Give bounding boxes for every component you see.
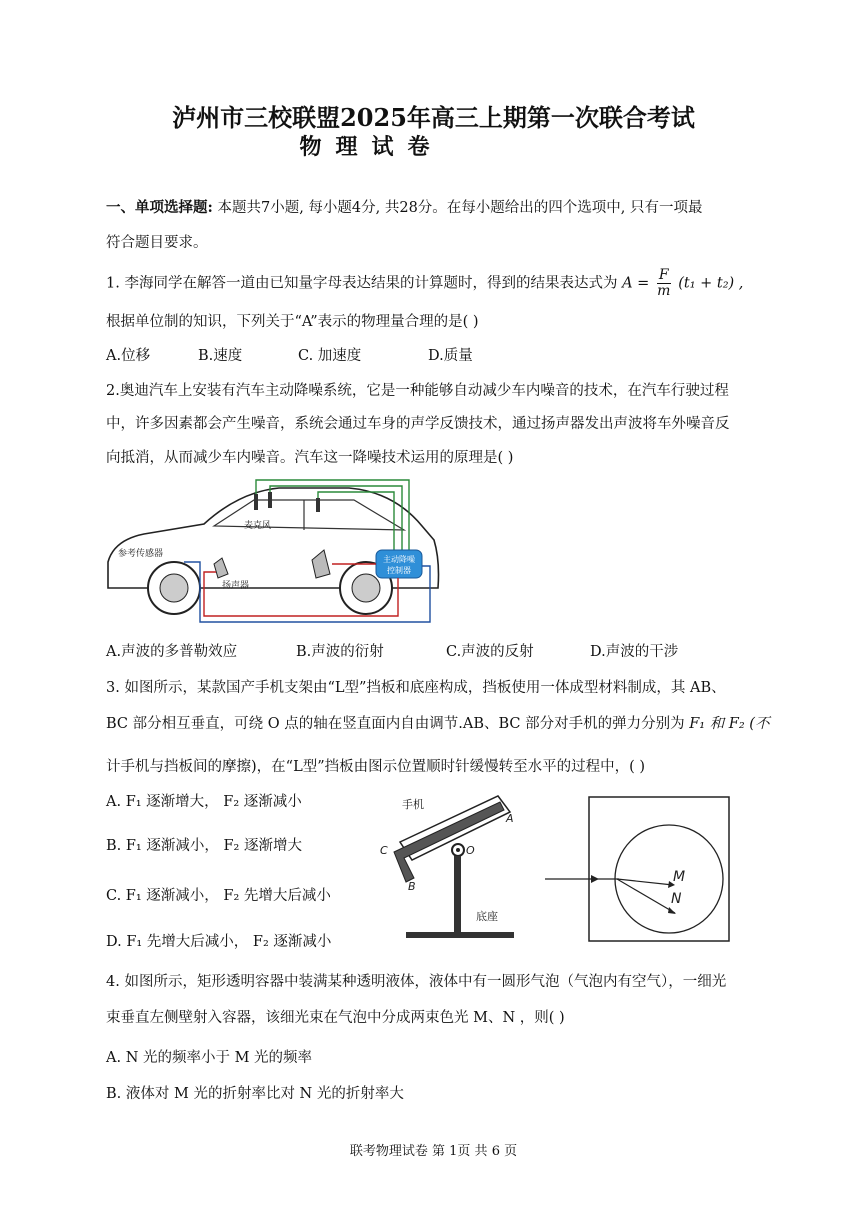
page-footer: 联考物理试卷 第 1页 共 6 页 xyxy=(349,1144,518,1159)
q3-stem-line2-a: BC 部分相互垂直，可绕 O 点的轴在竖直面内自由调节.AB、BC 部分对手机的弹力分别为 xyxy=(106,716,685,732)
q3-stem-line3: 计手机与挡板间的摩擦)，在“L型”挡板由图示位置顺时针缓慢转至水平的过程中，( ) xyxy=(106,759,646,775)
q1-option-d: D.质量 xyxy=(428,348,473,364)
q1-formula-rhs: (t₁ + t₂) , xyxy=(678,275,744,292)
bubble-figure xyxy=(545,795,735,945)
q1-formula-fraction xyxy=(657,268,671,299)
q1-stem-cont: 根据单位制的知识，下列关于“A”表示的物理量合理的是( ) xyxy=(106,314,479,330)
q1-formula-numerator: F xyxy=(658,267,669,283)
exam-title: 泸州市三校联盟2025年高三上期第一次联合考试 xyxy=(172,103,695,132)
exam-subtitle: 物理试卷 xyxy=(299,134,444,160)
section-instructions: 本题共7小题, 每小题4分, 共28分。在每小题给出的四个选项中, 只有一项最 xyxy=(217,200,703,216)
base-label: 底座 xyxy=(476,910,498,923)
ref-sensor-label: 参考传感器 xyxy=(118,549,164,559)
speaker-label: 扬声器 xyxy=(222,581,250,591)
q4-stem-line2: 束垂直左侧壁射入容器，该细光束在气泡中分成两束色光 M、N ，则( ) xyxy=(106,1010,565,1026)
car-noise-figure xyxy=(104,470,444,630)
q1-formula-denominator: m xyxy=(657,283,671,299)
point-c-label: C xyxy=(380,844,388,857)
q2-stem-line3: 向抵消，从而减少车内噪音。汽车这一降噪技术运用的原理是( ) xyxy=(106,450,514,466)
point-o-label: O xyxy=(466,844,475,857)
q2-option-b: B.声波的衍射 xyxy=(296,644,384,660)
q1-stem xyxy=(106,268,743,299)
q1-formula-lhs: A = xyxy=(622,275,650,292)
q3-option-c: C. F₁ 逐渐减小， F₂ 先增大后减小 xyxy=(106,888,331,904)
q1-option-b: B.速度 xyxy=(198,348,243,364)
q3-option-b: B. F₁ 逐渐减小， F₂ 逐渐增大 xyxy=(106,838,302,854)
mic-label: 麦克风 xyxy=(244,521,272,531)
section-label: 一、单项选择题: xyxy=(106,199,213,216)
q2-option-c: C.声波的反射 xyxy=(446,644,534,660)
section-heading xyxy=(106,196,703,217)
controller-label-1: 主动降噪 xyxy=(383,555,415,564)
point-a-label: A xyxy=(506,812,514,825)
q3-stem-line1: 3. 如图所示，某款国产手机支架由“L型”挡板和底座构成，挡板使用一体成型材料制成，其 AB、 xyxy=(106,680,726,696)
q1-option-a: A.位移 xyxy=(106,348,151,364)
q1-stem-text: 1. 李海同学在解答一道由已知量字母表达结果的计算题时，得到的结果表达式为 xyxy=(106,275,618,292)
q4-option-a: A. N 光的频率小于 M 光的频率 xyxy=(106,1050,313,1066)
phone-stand-figure xyxy=(370,792,530,944)
q4-option-b: B. 液体对 M 光的折射率比对 N 光的折射率大 xyxy=(106,1086,404,1102)
q2-option-d: D.声波的干涉 xyxy=(590,644,679,660)
q3-option-a: A. F₁ 逐渐增大， F₂ 逐渐减小 xyxy=(106,794,302,810)
q2-stem-line1: 2.奥迪汽车上安装有汽车主动降噪系统，它是一种能够自动减少车内噪音的技术，在汽车行驶过程 xyxy=(106,383,729,399)
ray-n-label: N xyxy=(671,891,682,907)
section-instructions-cont: 符合题目要求。 xyxy=(106,235,208,251)
ray-m-label: M xyxy=(673,869,686,885)
q4-stem-line1: 4. 如图所示，矩形透明容器中装满某种透明液体，液体中有一圆形气泡（气泡内有空气），一细光 xyxy=(106,974,727,990)
q1-option-c: C. 加速度 xyxy=(298,348,362,364)
q3-option-d: D. F₁ 先增大后减小， F₂ 逐渐减小 xyxy=(106,934,332,950)
q3-stem-line2-b: F₁ 和 F₂ (不 xyxy=(689,716,770,732)
q2-stem-line2: 中，许多因素都会产生噪音，系统会通过车身的声学反馈技术，通过扬声器发出声波将车外噪音反 xyxy=(106,416,730,432)
point-b-label: B xyxy=(408,880,416,893)
controller-label-2: 控制器 xyxy=(387,566,411,575)
q3-stem-line2 xyxy=(106,712,769,733)
phone-label: 手机 xyxy=(402,798,424,811)
q2-option-a: A.声波的多普勒效应 xyxy=(106,644,238,660)
